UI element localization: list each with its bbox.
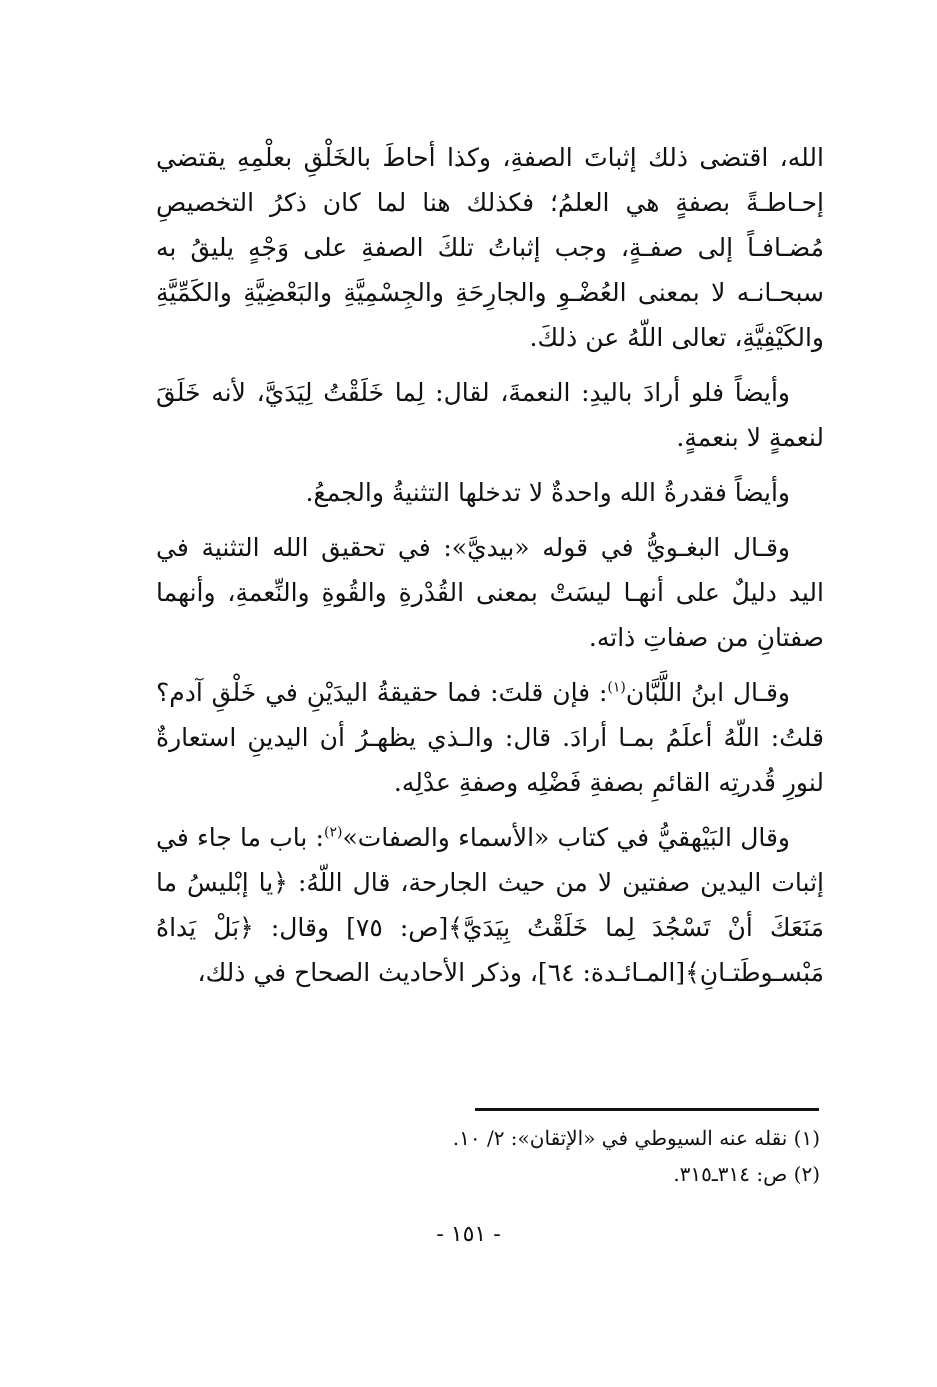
paragraph-5-rest: : فإن قلتَ: فما حقيقةُ اليدَيْنِ في خَلْقِ آدم؟ قلتُ: اللّهُ أعلَمُ بمـا أرادَ. قال: والـذي يظهـرُ أن اليدينِ استعارةٌ لنورِ قُدرتِه القائمِ بصفةِ فَضْلِه وصفةِ عدْلِه. xyxy=(156,678,824,797)
paragraph-6 xyxy=(156,815,824,995)
paragraph-2: وأيضاً فلو أرادَ باليدِ: النعمةَ، لقال: لِما خَلَقْتُ لِيَدَيَّ، لأنه خَلَقَ لنعمةٍ لا بنعمةٍ. xyxy=(156,378,824,452)
paragraph-5 xyxy=(156,670,824,805)
footnote-ref-1: (١) xyxy=(607,679,626,696)
paragraph-3: وأيضاً فقدرةُ الله واحدةٌ لا تدخلها التثنيةُ والجمعُ. xyxy=(305,478,790,507)
footnote-divider xyxy=(475,1108,819,1111)
paragraph-1: الله، اقتضى ذلك إثباتَ الصفةِ، وكذا أحاطَ بالخَلْقِ بعلْمِهِ يقتضي إحـاطـةً بصفةٍ هي العلمُ؛ فكذلك هنا لما كان ذكرُ التخصيصِ مُضـافـاً إلى صفـةٍ، وجب إثباتُ تلكَ الصفةِ على وَجْهٍ يليقُ به سبحـانـه لا بمعنى العُضْـوِ والجارِحَةِ والجِسْمِيَّةِ والبَعْضِيَّةِ والكَمِّيَّةِ والكَيْفِيَّةِ، تعالى اللّهُ عن ذلكَ. xyxy=(156,143,824,352)
paragraph-4: وقـال البغـويُّ في قوله «بيديَّ»: في تحقيق الله التثنية في اليد دليلٌ على أنهـا ليسَتْ بمعنى القُدْرةِ والقُوةِ والنِّعمةِ، وأنهما صفتانِ من صفاتِ ذاته. xyxy=(156,533,824,652)
paragraph-6-rest: : باب ما جاء في إثبات اليدين صفتين لا من حيث الجارحة، قال اللّهُ: ﴿يا إبْليسُ ما مَنَعَكَ أنْ تَسْجُدَ لِما خَلَقْتُ بِيَدَيَّ﴾[ص: ٧٥] وقال: ﴿بَلْ يَداهُ مَبْسـوطَتـانِ﴾[المـائـدة: ٦٤]، وذكر الأحاديث الصحاح في ذلك، xyxy=(156,823,824,987)
footnote-2: (٢) ص: ٣١٤ـ٣١٥. xyxy=(673,1162,820,1186)
paragraph-6-start: وقال البَيْهقيُّ في كتاب «الأسماء والصفات» xyxy=(342,823,791,852)
footnote-ref-2: (٢) xyxy=(323,824,343,841)
paragraph-5-start: وقـال ابنُ اللَّبَّان xyxy=(625,678,790,707)
footnote-1: (١) نقله عنه السيوطي في «الإتقان»: ٢/ ١٠. xyxy=(452,1126,820,1150)
page-number: - ١٥١ - xyxy=(436,1222,501,1247)
main-text xyxy=(156,135,824,995)
footnotes xyxy=(156,1120,820,1192)
